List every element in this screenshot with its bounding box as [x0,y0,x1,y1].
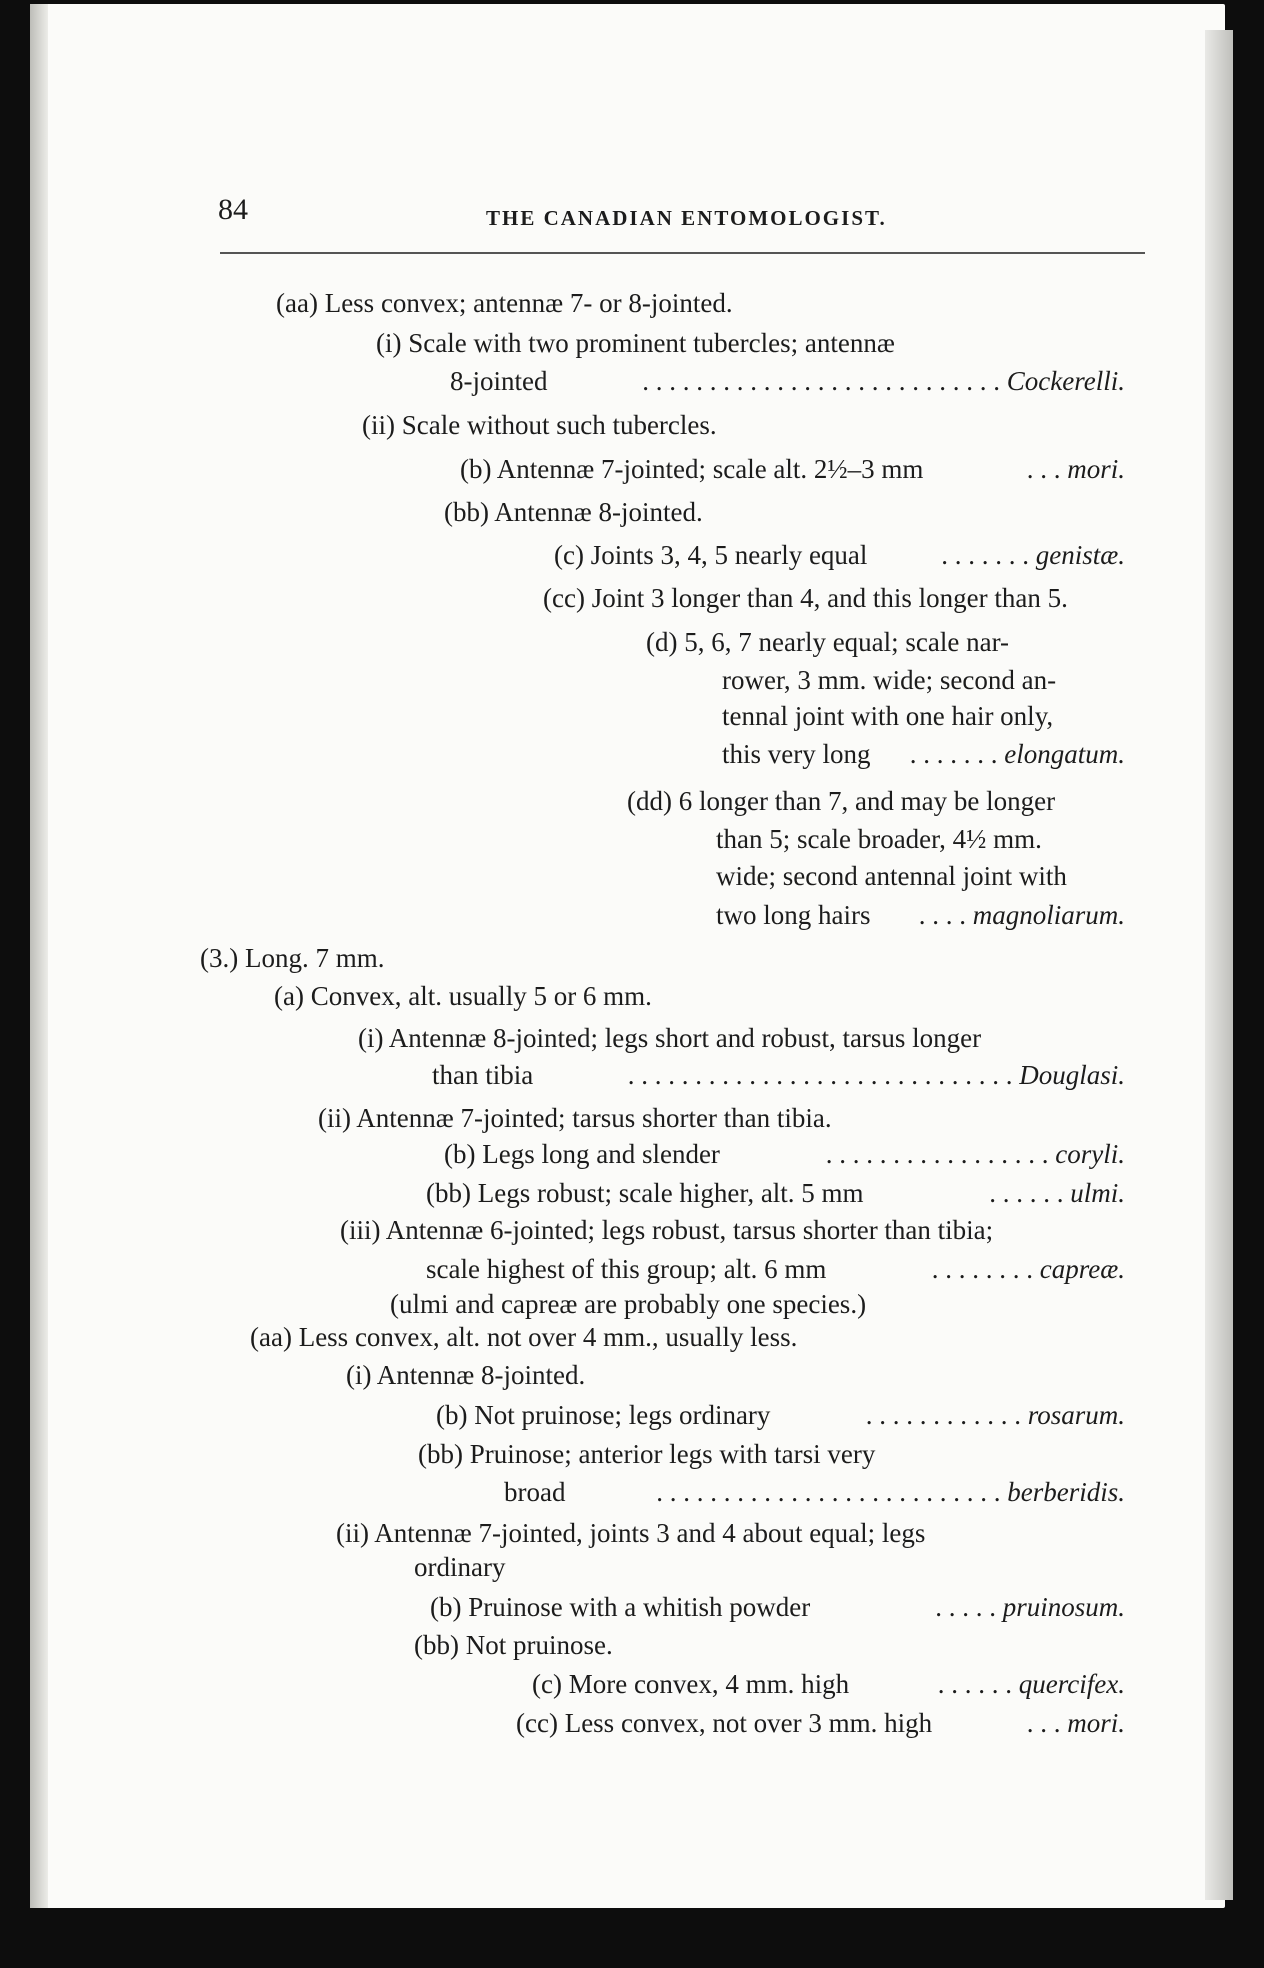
key-line [716,826,1042,853]
key-line-text: (d) 5, 6, 7 nearly equal; scale nar- [646,627,1010,657]
key-line [414,1554,505,1581]
key-line [627,788,1055,815]
page-number: 84 [218,193,248,226]
key-line [414,1632,613,1659]
key-line-text: (i) Antennæ 8-jointed. [346,1360,586,1390]
species-name: pruinosum. [1002,1592,1125,1622]
key-line-text: (ii) Antennæ 7-jointed, joints 3 and 4 about equal; legs [336,1518,926,1548]
key-line-text: (a) Convex, alt. usually 5 or 6 mm. [274,981,652,1011]
key-line-text: tennal joint with one hair only, [722,701,1054,731]
dot-leader: . . . [1026,454,1068,484]
key-line [200,945,384,972]
key-line-text: (ulmi and capreæ are probably one species.) [390,1289,867,1319]
dot-leader: . . . . . . . . . . . . . . . . . . . . . . . . . . [656,1477,1008,1507]
key-line-text: rower, 3 mm. wide; second an- [722,665,1057,695]
key-line-text: ordinary [414,1552,506,1582]
key-line-text: than 5; scale broader, 4½ mm. [716,824,1042,854]
key-line [430,1594,1125,1621]
species-name: Douglasi. [1019,1060,1125,1090]
key-line [516,1710,1125,1737]
key-line [336,1520,925,1547]
key-line-text: broad [504,1477,566,1507]
key-line-text: two long hairs [716,900,871,930]
key-line [426,1256,1125,1283]
species-name: genistæ. [1035,540,1125,570]
key-line-tail [919,902,1125,929]
key-line-text: (ii) Scale without such tubercles. [362,410,717,440]
species-name: rosarum. [1027,1400,1125,1430]
key-line-text: (iii) Antennæ 6-jointed; legs robust, tarsus shorter than tibia; [340,1215,994,1245]
key-line [346,1362,585,1389]
dot-leader: . . . . [918,900,973,930]
dot-leader: . . . . . . [989,1178,1071,1208]
key-line [543,585,1068,612]
species-name: elongatum. [1004,739,1125,769]
dot-leader: . . . [1026,1708,1068,1738]
key-line [318,1105,832,1132]
key-line-tail [826,1141,1125,1168]
key-line-tail [941,542,1125,569]
key-line-text: (b) Not pruinose; legs ordinary [436,1400,771,1430]
key-line-text: (c) Joints 3, 4, 5 nearly equal [554,540,868,570]
key-line [376,330,895,357]
key-line [554,542,1125,569]
running-head: THE CANADIAN ENTOMOLOGIST. [486,206,887,230]
dot-leader: . . . . . . . . [931,1254,1040,1284]
species-name: mori. [1067,1708,1125,1738]
key-line [362,412,717,439]
key-line [450,368,1125,395]
key-line-text: (bb) Antennæ 8-jointed. [444,497,703,527]
key-line-text: (b) Legs long and slender [444,1139,720,1169]
key-line-text: (aa) Less convex; antennæ 7- or 8-jointed. [276,288,733,318]
key-line [722,667,1056,694]
key-line-tail [910,741,1125,768]
key-line [274,983,652,1010]
key-line-tail [642,368,1125,395]
key-line-tail [1027,456,1125,483]
header-rule [220,252,1145,254]
key-line-text: (bb) Not pruinose. [414,1630,613,1660]
dot-leader: . . . . . . . . . . . . . . . . . . . . . . . . . . . [642,366,1007,396]
key-line-text: (c) More convex, 4 mm. high [532,1669,850,1699]
key-line-text: wide; second antennal joint with [716,861,1067,891]
key-line [716,863,1067,890]
key-line [532,1671,1125,1698]
key-line [460,456,1125,483]
key-line-text: 8-jointed [450,366,548,396]
key-line [504,1479,1125,1506]
key-line [646,629,1009,656]
page-gutter-shadow [30,4,48,1908]
species-name: magnoliarum. [972,900,1125,930]
dot-leader: . . . . . . . [941,540,1036,570]
key-line [436,1402,1125,1429]
key-line-tail [938,1671,1125,1698]
species-name: ulmi. [1070,1178,1125,1208]
key-line-tail [1027,1710,1125,1737]
species-name: quercifex. [1018,1669,1125,1699]
key-line-tail [656,1479,1125,1506]
species-name: berberidis. [1007,1477,1125,1507]
key-line-text: (i) Antennæ 8-jointed; legs short and robust, tarsus longer [358,1023,982,1053]
key-line-text: (ii) Antennæ 7-jointed; tarsus shorter than tibia. [318,1103,832,1133]
key-line-tail [866,1402,1125,1429]
key-line [276,290,733,317]
key-line-tail [628,1062,1125,1089]
key-line-text: than tibia [432,1060,534,1090]
key-line [418,1441,875,1468]
page-right-edge [1205,30,1233,1900]
species-name: mori. [1067,454,1125,484]
key-line-text: (bb) Pruinose; anterior legs with tarsi very [418,1439,876,1469]
key-line [426,1180,1125,1207]
species-name: Cockerelli. [1006,366,1125,396]
key-line-text: (i) Scale with two prominent tubercles; antennæ [376,328,895,358]
dot-leader: . . . . . . . . . . . . . . . . . . . . . . . . . . . . . [627,1060,1020,1090]
key-line-text: (aa) Less convex, alt. not over 4 mm., usually less. [250,1322,798,1352]
key-line [358,1025,981,1052]
dot-leader: . . . . . . . . . . . . . . . . . [825,1139,1056,1169]
dot-leader: . . . . . . . . . . . . [865,1400,1028,1430]
key-line [722,703,1053,730]
key-line-text: scale highest of this group; alt. 6 mm [426,1254,827,1284]
key-line-text: (cc) Less convex, not over 3 mm. high [516,1708,933,1738]
key-line [432,1062,1125,1089]
key-line-text: (3.) Long. 7 mm. [200,943,385,973]
key-line [444,1141,1125,1168]
key-line-tail [935,1594,1125,1621]
key-line-text: (bb) Legs robust; scale higher, alt. 5 mm [426,1178,864,1208]
key-line-text: (cc) Joint 3 longer than 4, and this longer than 5. [543,583,1068,613]
key-line-text: (b) Antennæ 7-jointed; scale alt. 2½–3 mm [460,454,924,484]
dot-leader: . . . . . . . [909,739,1005,769]
key-line-tail [989,1180,1125,1207]
dot-leader: . . . . . [935,1592,1003,1622]
species-name: coryli. [1055,1139,1125,1169]
key-line-text: (b) Pruinose with a whitish powder [430,1592,811,1622]
species-name: capreæ. [1039,1254,1125,1284]
key-line [444,499,703,526]
key-line [716,902,1125,929]
key-line [250,1324,797,1351]
key-line-text: this very long [722,739,871,769]
key-line [340,1217,993,1244]
key-line [722,741,1125,768]
key-line [390,1291,866,1318]
key-line-tail [932,1256,1125,1283]
key-line-text: (dd) 6 longer than 7, and may be longer [627,786,1056,816]
dot-leader: . . . . . . [937,1669,1019,1699]
